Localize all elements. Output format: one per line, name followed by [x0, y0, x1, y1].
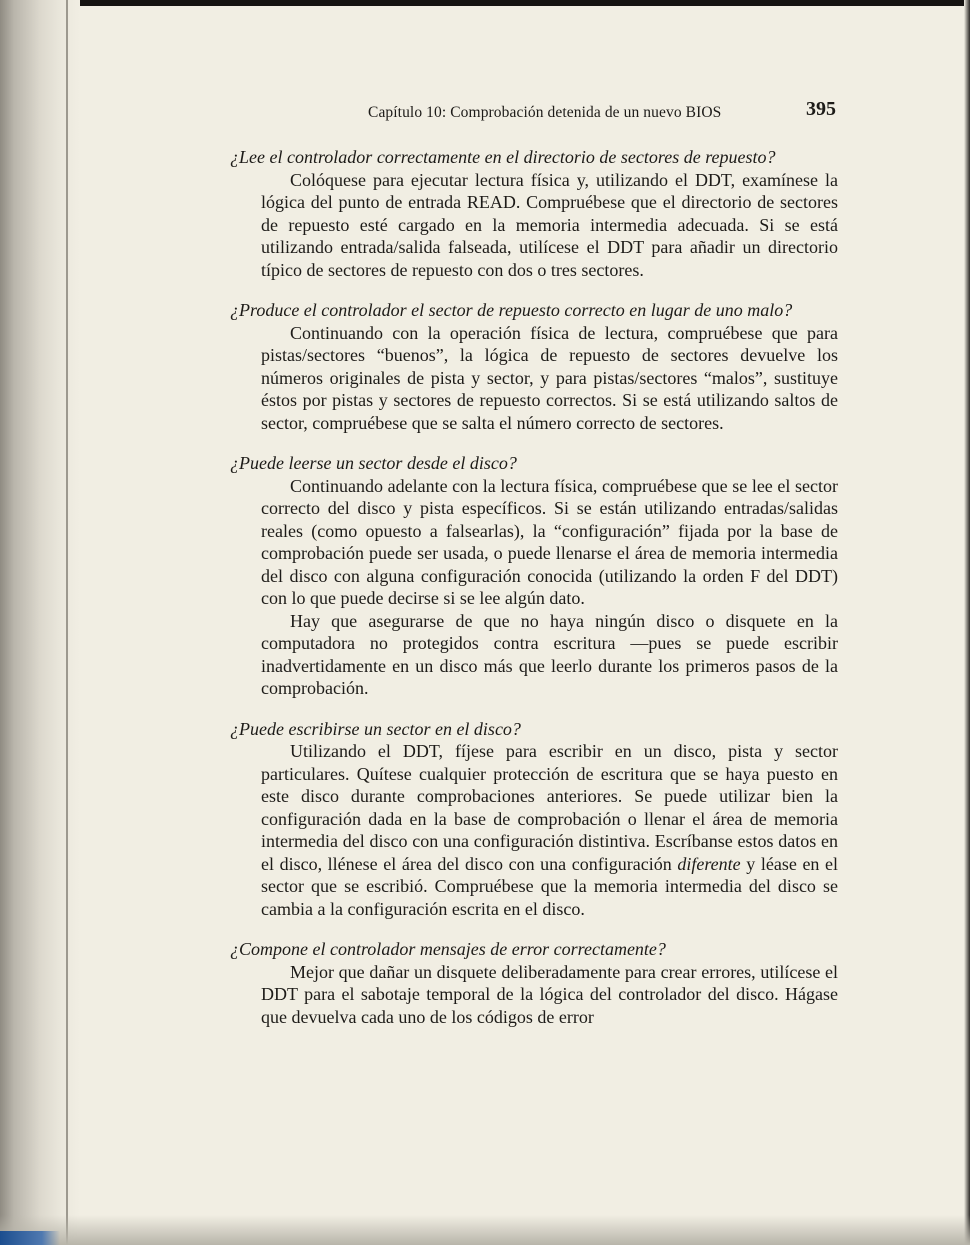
- paragraph: Mejor que dañar un disquete deliberadamente para crear errores, utilícese el DDT para el sabotaje temporal de la lógica del controlador del disco. Hágase que devuelva cada uno de los códigos de error: [261, 961, 838, 1027]
- book-cover-edge: [0, 1231, 60, 1245]
- page-number: 395: [806, 98, 836, 120]
- section-question: ¿Compone el controlador mensajes de error correctamente?: [230, 939, 666, 959]
- chapter-title: Capítulo 10: Comprobación detenida de un nuevo BIOS: [368, 104, 722, 121]
- book-gutter: [0, 0, 80, 1245]
- section-spare-directory: [230, 146, 838, 281]
- section-question: ¿Puede leerse un sector desde el disco?: [230, 453, 517, 473]
- book-page: [230, 98, 838, 1046]
- paragraph: Continuando con la operación física de lectura, compruébese que para pistas/sectores “buenos”, la lógica de repuesto de sectores devuelve los números originales de pista y sector, y para pistas/sectores “malos”, sustituye éstos por pistas y sectores de repuesto correctos. Si se está utilizando saltos de sector, compruébese que se salta el número correcto de sectores.: [261, 322, 838, 433]
- section-read-sector: [230, 452, 838, 700]
- section-question: ¿Produce el controlador el sector de repuesto correcto en lugar de uno malo?: [230, 300, 793, 320]
- gutter-line: [66, 0, 68, 1245]
- paragraph: Colóquese para ejecutar lectura física y, utilizando el DDT, examínese la lógica del punto de entrada READ. Compruébese que el directorio de sectores de repuesto esté cargado en la memoria intermedia adecuada. Si se está utilizando entrada/salida falseada, utilícese el DDT para añadir un directorio típico de sectores de repuesto con dos o tres sectores.: [261, 169, 838, 280]
- paragraph-text: y léase en el sector que se escribió. Compruébese que la memoria intermedia del disco se cambia a la configuración escrita en el disco.: [261, 853, 839, 919]
- emphasis-text: diferente: [677, 853, 741, 874]
- section-body: [261, 169, 838, 282]
- paragraph-text: Utilizando el DDT, fíjese para escribir en un disco, pista y sector particulares. Quítese cualquier protección de escritura que se haya puesto en este disco durante comprobaciones anteriores. Se puede utilizar bien la configuración dada en la base de comprobación o llenar el área de memoria intermedia del disco con una configuración distintiva. Escríbanse estos datos en el disco, llénese el área del disco con una configuración: [261, 741, 838, 874]
- bottom-shadow: [0, 1215, 970, 1245]
- section-spare-sector: [230, 299, 838, 434]
- section-body: [261, 961, 838, 1029]
- paragraph: Hay que asegurarse de que no haya ningún disco o disquete en la computadora no protegidos contra escritura —pues se puede escribir inadvertidamente en un disco más que leerlo durante los primeros pasos de la comprobación.: [261, 610, 838, 698]
- book-top-edge: [0, 0, 970, 6]
- paragraph: [261, 740, 838, 920]
- page-right-edge: [964, 0, 970, 1245]
- section-body: [261, 322, 838, 435]
- section-write-sector: [230, 718, 838, 921]
- section-question: ¿Puede escribirse un sector en el disco?: [230, 718, 521, 739]
- paragraph: Continuando adelante con la lectura física, compruébese que se lee el sector correcto del disco y pista específicos. Si se están utilizando entradas/salidas reales (como opuesto a falsearlas), la “configuración” fijada por la base de comprobación puede ser usada, o puede llenarse el área de memoria intermedia del disco con alguna configuración conocida (utilizando la orden F del DDT) con lo que puede decirse si se lee algún dato.: [261, 475, 838, 608]
- section-question: ¿Lee el controlador correctamente en el directorio de sectores de repuesto?: [230, 147, 776, 167]
- running-head: [230, 98, 838, 132]
- section-body: [261, 475, 838, 700]
- section-body: [261, 740, 838, 920]
- section-error-messages: [230, 938, 838, 1028]
